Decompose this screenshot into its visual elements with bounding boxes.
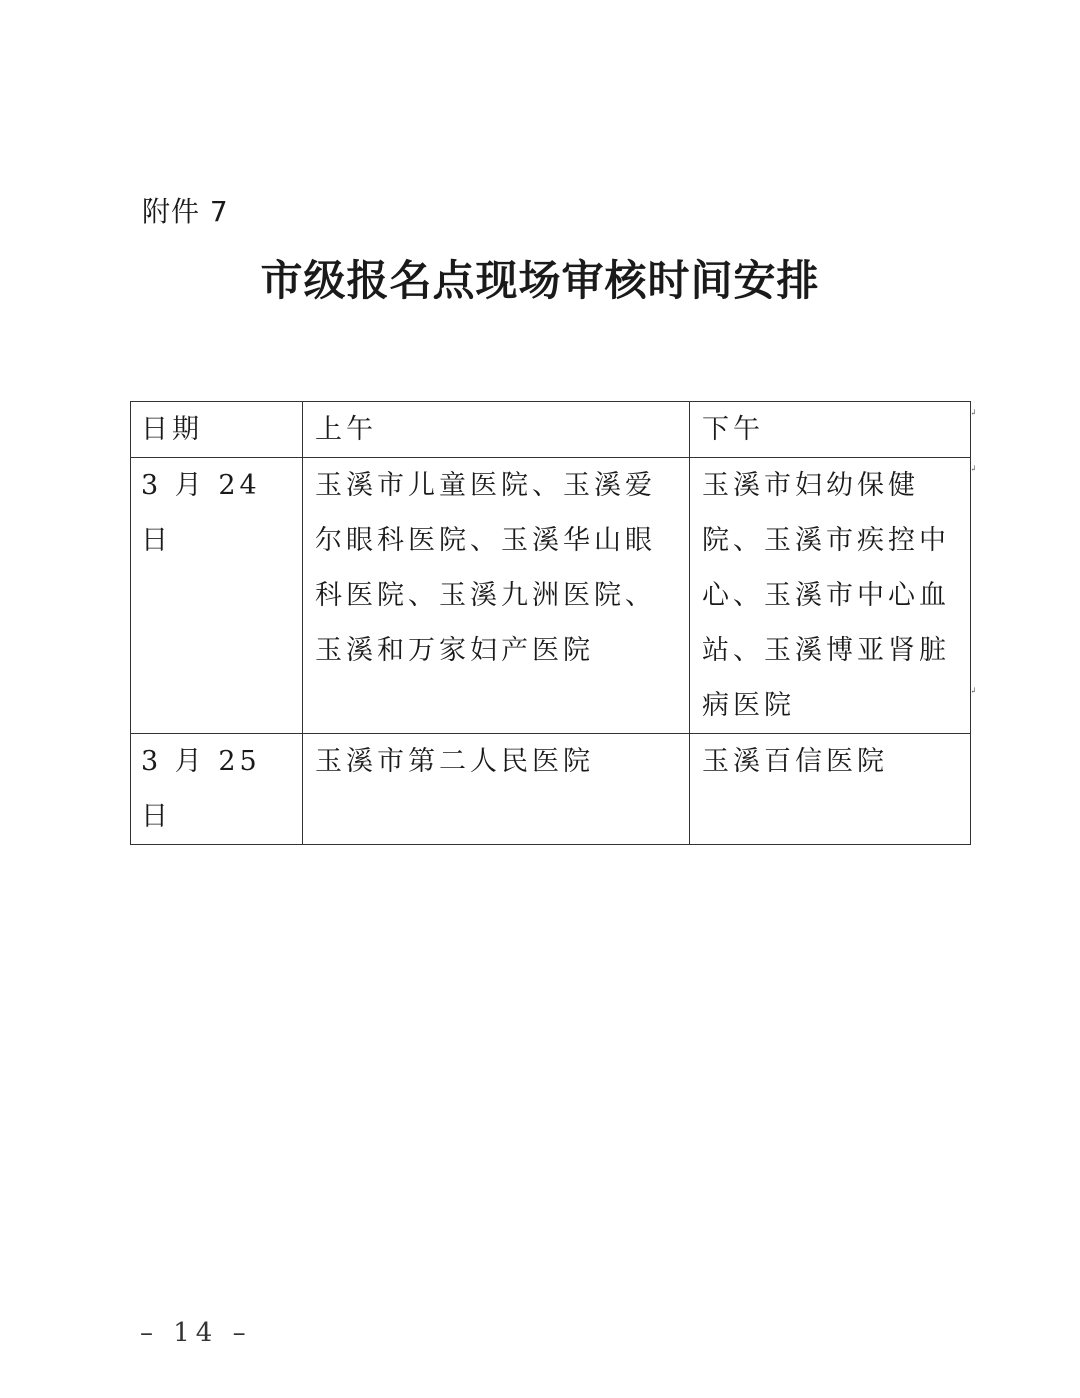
attachment-label: 附件 7 bbox=[142, 195, 229, 228]
table-row bbox=[131, 458, 971, 734]
date-cell: 3 月 25 日 bbox=[131, 734, 303, 845]
schedule-table bbox=[130, 401, 971, 845]
row-end-mark-icon: ↲ bbox=[970, 686, 977, 695]
row-end-mark-icon: ↲ bbox=[970, 464, 977, 473]
afternoon-cell: 玉溪百信医院 bbox=[690, 734, 971, 845]
table-header-row bbox=[131, 402, 971, 458]
date-cell: 3 月 24 日 bbox=[131, 458, 303, 734]
table-row bbox=[131, 734, 971, 845]
morning-cell: 玉溪市儿童医院、玉溪爱尔眼科医院、玉溪华山眼科医院、玉溪九洲医院、玉溪和万家妇产医院 bbox=[303, 458, 690, 734]
column-header-morning: 上午 bbox=[303, 402, 690, 458]
row-end-mark-icon: ↲ bbox=[970, 408, 977, 417]
page-title: 市级报名点现场审核时间安排 bbox=[260, 256, 820, 305]
column-header-date: 日期 bbox=[131, 402, 303, 458]
column-header-afternoon: 下午 bbox=[690, 402, 971, 458]
page-number: – 14 – bbox=[140, 1318, 252, 1348]
morning-cell: 玉溪市第二人民医院 bbox=[303, 734, 690, 845]
afternoon-cell: 玉溪市妇幼保健院、玉溪市疾控中心、玉溪市中心血站、玉溪博亚肾脏病医院 bbox=[690, 458, 971, 734]
